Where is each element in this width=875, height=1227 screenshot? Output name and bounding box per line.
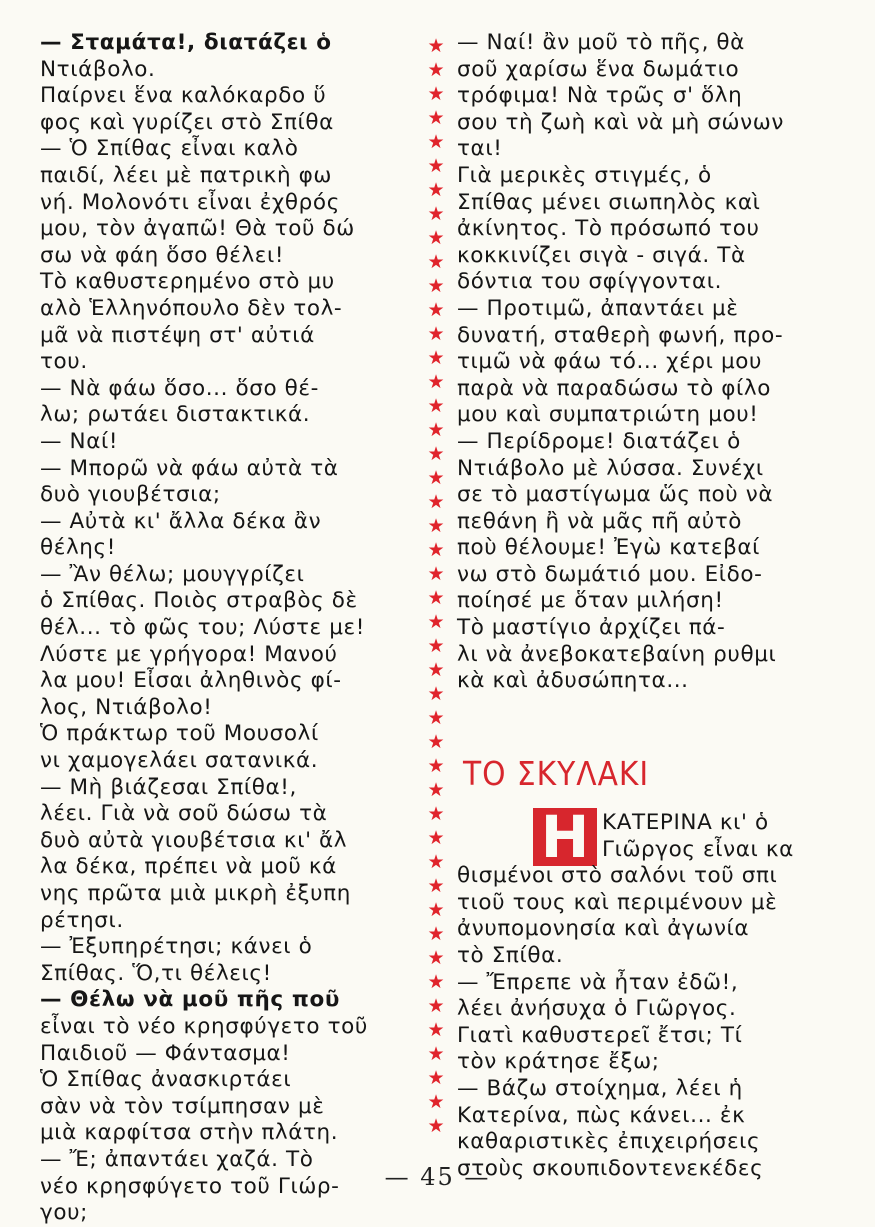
star-icon: ★ — [427, 299, 445, 321]
star-icon: ★ — [427, 59, 445, 81]
star-icon: ★ — [427, 995, 445, 1017]
star-icon: ★ — [427, 275, 445, 297]
text-line: — Ναί! — [40, 428, 119, 454]
star-icon: ★ — [427, 1043, 445, 1065]
text-line: — Προτιμῶ, ἀπαντάει μὲ — [457, 295, 739, 321]
star-icon: ★ — [427, 587, 445, 609]
star-icon: ★ — [427, 611, 445, 633]
text-line: δυνατή, σταθερὴ φωνή, προ- — [457, 322, 784, 348]
text-line: νης πρῶτα μιὰ μικρὴ ἐξυπη — [40, 881, 351, 906]
text-line: τὸν κράτησε ἔξω; — [457, 1049, 660, 1075]
section-first-line: ΚΑΤΕΡΙΝΑ κι' ὁ — [602, 810, 769, 835]
star-icon: ★ — [427, 107, 445, 129]
text-line: — Βάζω στοίχημα, λέει ἡ — [457, 1075, 743, 1101]
star-icon: ★ — [427, 1115, 445, 1137]
text-line: Τὸ καθυστερημένο στὸ μυ — [40, 269, 335, 295]
text-line: τιοῦ τους καὶ περιμένουν μὲ — [457, 889, 778, 915]
text-line: — Μπορῶ νὰ φάω αὐτὰ τὰ — [40, 455, 339, 481]
text-line: Ὁ πράκτωρ τοῦ Μουσολί — [40, 721, 319, 747]
text-line: ἀκίνητος. Τὸ πρόσωπό του — [457, 216, 760, 242]
section-title: ΤΟ ΣΚΥΛΑΚΙ — [463, 754, 650, 793]
star-icon: ★ — [427, 443, 445, 465]
star-icon: ★ — [427, 371, 445, 393]
star-icon: ★ — [427, 539, 445, 561]
text-line: Παίρνει ἕνα καλόκαρδο ὕ — [40, 83, 327, 109]
text-line: — Ἔ; ἀπαντάει χαζά. Τὸ — [40, 1146, 314, 1172]
star-icon: ★ — [427, 731, 445, 753]
text-line: παιδί, λέει μὲ πατρικὴ φω — [40, 162, 333, 188]
text-line: — Ἂν θέλω; μουγγρίζει — [40, 561, 305, 587]
text-line: Ντιάβολο. — [40, 56, 156, 82]
star-icon: ★ — [427, 179, 445, 201]
text-line: κὰ καὶ ἀδυσώπητα... — [457, 668, 689, 694]
text-line: λω; ρωτάει διστακτικά. — [40, 402, 311, 428]
star-icon: ★ — [427, 851, 445, 873]
text-line: — Ἐξυπηρέτησι; κάνει ὁ — [40, 934, 313, 960]
text-line: — Νὰ φάω ὅσο... ὅσο θέ- — [40, 375, 319, 401]
text-line: Ντιάβολο μὲ λύσσα. Συνέχι — [457, 455, 764, 481]
star-icon: ★ — [427, 419, 445, 441]
star-icon: ★ — [427, 227, 445, 249]
right-column — [457, 30, 839, 695]
star-icon: ★ — [427, 755, 445, 777]
text-line: νω στὸ δωμάτιό μου. Εἰδο- — [457, 561, 763, 587]
text-line: του. — [40, 349, 88, 375]
text-line: τὸ Σπίθα. — [457, 942, 564, 968]
text-line: ποίησέ με ὅταν μιλήση! — [457, 588, 724, 614]
text-line: — Αὐτὰ κι' ἄλλα δέκα ἂν — [40, 508, 322, 534]
star-icon: ★ — [427, 467, 445, 489]
star-icon: ★ — [427, 875, 445, 897]
star-icon: ★ — [427, 827, 445, 849]
text-line: Γιὰ μερικὲς στιγμές, ὁ — [457, 162, 712, 188]
text-line: Λύστε με γρήγορα! Μανού — [40, 641, 338, 667]
star-icon: ★ — [427, 659, 445, 681]
text-line: σω νὰ φάη ὅσο θέλει! — [40, 242, 285, 268]
text-line: λος, Ντιάβολο! — [40, 694, 213, 720]
text-line: — Ἔπρεπε νὰ ἦταν ἐδῶ!, — [457, 969, 739, 995]
star-icon: ★ — [427, 515, 445, 537]
page-number: — 45 — — [384, 1163, 491, 1191]
star-icon: ★ — [427, 131, 445, 153]
text-line: γου; — [40, 1200, 88, 1226]
text-line: δυὸ αὐτὰ γιουβέτσια κι' ἄλ — [40, 827, 348, 853]
star-icon: ★ — [427, 35, 445, 57]
star-icon: ★ — [427, 899, 445, 921]
text-line: ἀνυπομονησία καὶ ἀγωνία — [457, 916, 750, 942]
text-line: φος καὶ γυρίζει στὸ Σπίθα — [40, 109, 334, 135]
star-icon: ★ — [427, 203, 445, 225]
star-icon: ★ — [427, 707, 445, 729]
text-line: Κατερίνα, πὼς κάνει... ἐκ — [457, 1102, 746, 1128]
text-line: λέει. Γιὰ νὰ σοῦ δώσω τὰ — [40, 801, 328, 827]
text-line: μιὰ καρφίτσα στὴν πλάτη. — [40, 1120, 339, 1146]
text-line: τρόφιμα! Νὰ τρῶς σ' ὅλη — [457, 83, 743, 109]
star-icon: ★ — [427, 347, 445, 369]
text-line: Ὁ Σπίθας ἀνασκιρτάει — [40, 1067, 292, 1093]
star-icon: ★ — [427, 803, 445, 825]
text-line: ὁ Σπίθας. Ποιὸς στραβὸς δὲ — [40, 588, 358, 614]
text-line: Σπίθας. Ὅ,τι θέλεις! — [40, 960, 272, 986]
text-line: — Ὁ Σπίθας εἶναι καλὸ — [40, 136, 299, 162]
text-line: λα μου! Εἶσαι ἀληθινὸς φί- — [40, 668, 342, 694]
text-line: Σπίθας μένει σιωπηλὸς καὶ — [457, 189, 761, 215]
text-line: λα δέκα, πρέπει νὰ μοῦ κά — [40, 854, 337, 880]
star-icon: ★ — [427, 1019, 445, 1041]
text-line: θισμένοι στὸ σαλόνι τοῦ σπι — [457, 863, 778, 889]
star-icon: ★ — [427, 971, 445, 993]
text-line: ται! — [457, 136, 503, 162]
text-line: — Ναί! ἂν μοῦ τὸ πῆς, θὰ — [457, 30, 745, 55]
text-line: Τὸ μαστίγιο ἀρχίζει πά- — [457, 615, 726, 641]
text-line: πεθάνη ἢ νὰ μᾶς πῆ αὐτὸ — [457, 508, 743, 534]
text-line: νι χαμογελάει σατανικά. — [40, 748, 319, 774]
text-line: δυὸ γιουβέτσια; — [40, 482, 221, 508]
text-line: μου καὶ συμπατριώτη μου! — [457, 402, 759, 428]
star-icon: ★ — [427, 1091, 445, 1113]
text-line: παρὰ νὰ παραδώσω τὸ φίλο — [457, 375, 772, 401]
star-icon: ★ — [427, 635, 445, 657]
text-line: Γιατὶ καθυστερεῖ ἔτσι; Τί — [457, 1022, 743, 1048]
text-line: ποὺ θέλουμε! Ἐγὼ κατεβαί — [457, 535, 761, 561]
text-line: κοκκινίζει σιγὰ - σιγά. Τὰ — [457, 242, 746, 268]
star-icon: ★ — [427, 563, 445, 585]
star-icon: ★ — [427, 251, 445, 273]
star-divider — [422, 34, 450, 1138]
left-column — [40, 30, 422, 1227]
section-first-line: Γιῶργος εἶναι κα — [602, 836, 794, 862]
text-line: — Θέλω νὰ μοῦ πῆς ποῦ — [40, 987, 340, 1013]
text-line: θέλ... τὸ φῶς του; Λύστε με! — [40, 615, 365, 641]
star-icon: ★ — [427, 83, 445, 105]
text-line: — Περίδρομε! διατάζει ὁ — [457, 428, 741, 454]
text-line: μᾶ νὰ πιστέψη στ' αὐτιά — [40, 322, 315, 348]
text-line: σοῦ χαρίσω ἕνα δωμάτιο — [457, 56, 740, 82]
text-line: μου, τὸν ἀγαπῶ! Θὰ τοῦ δώ — [40, 216, 355, 242]
text-line: σε τὸ μαστίγωμα ὥς ποὺ νὰ — [457, 482, 774, 508]
drop-cap: Η — [533, 808, 597, 866]
text-line: σὰν νὰ τὸν τσίμπησαν μὲ — [40, 1093, 325, 1119]
text-line: — Μὴ βιάζεσαι Σπίθα!, — [40, 774, 297, 800]
text-line: δόντια του σφίγγονται. — [457, 269, 723, 295]
text-line: ρέτησι. — [40, 907, 124, 933]
text-line: Παιδιοῦ — Φάντασμα! — [40, 1040, 291, 1066]
text-line: νή. Μολονότι εἶναι ἐχθρός — [40, 189, 340, 215]
text-line: στοὺς σκουπιδοντενεκέδες — [457, 1155, 764, 1181]
star-icon: ★ — [427, 491, 445, 513]
star-icon: ★ — [427, 923, 445, 945]
text-line: καθαριστικὲς ἐπιχειρήσεις — [457, 1129, 761, 1155]
star-icon: ★ — [427, 683, 445, 705]
star-icon: ★ — [427, 947, 445, 969]
star-icon: ★ — [427, 323, 445, 345]
text-line: σου τὴ ζωὴ καὶ νὰ μὴ σώνων — [457, 109, 784, 135]
text-line: νέο κρησφύγετο τοῦ Γιώρ- — [40, 1173, 340, 1199]
section-body — [457, 810, 839, 1182]
star-icon: ★ — [427, 395, 445, 417]
text-line: θέλης! — [40, 535, 116, 561]
text-line: τιμῶ νὰ φάω τό... χέρι μου — [457, 349, 763, 375]
star-icon: ★ — [427, 1067, 445, 1089]
text-line: αλὸ Ἑλληνόπουλο δὲν τολ- — [40, 295, 343, 321]
star-icon: ★ — [427, 155, 445, 177]
text-line: — Σταμάτα!, διατάζει ὁ — [40, 30, 332, 55]
text-line: λι νὰ ἀνεβοκατεβαίνη ρυθμι — [457, 641, 777, 667]
star-icon: ★ — [427, 779, 445, 801]
text-line: εἶναι τὸ νέο κρησφύγετο τοῦ — [40, 1013, 368, 1039]
text-line: λέει ἀνήσυχα ὁ Γιῶργος. — [457, 996, 737, 1022]
